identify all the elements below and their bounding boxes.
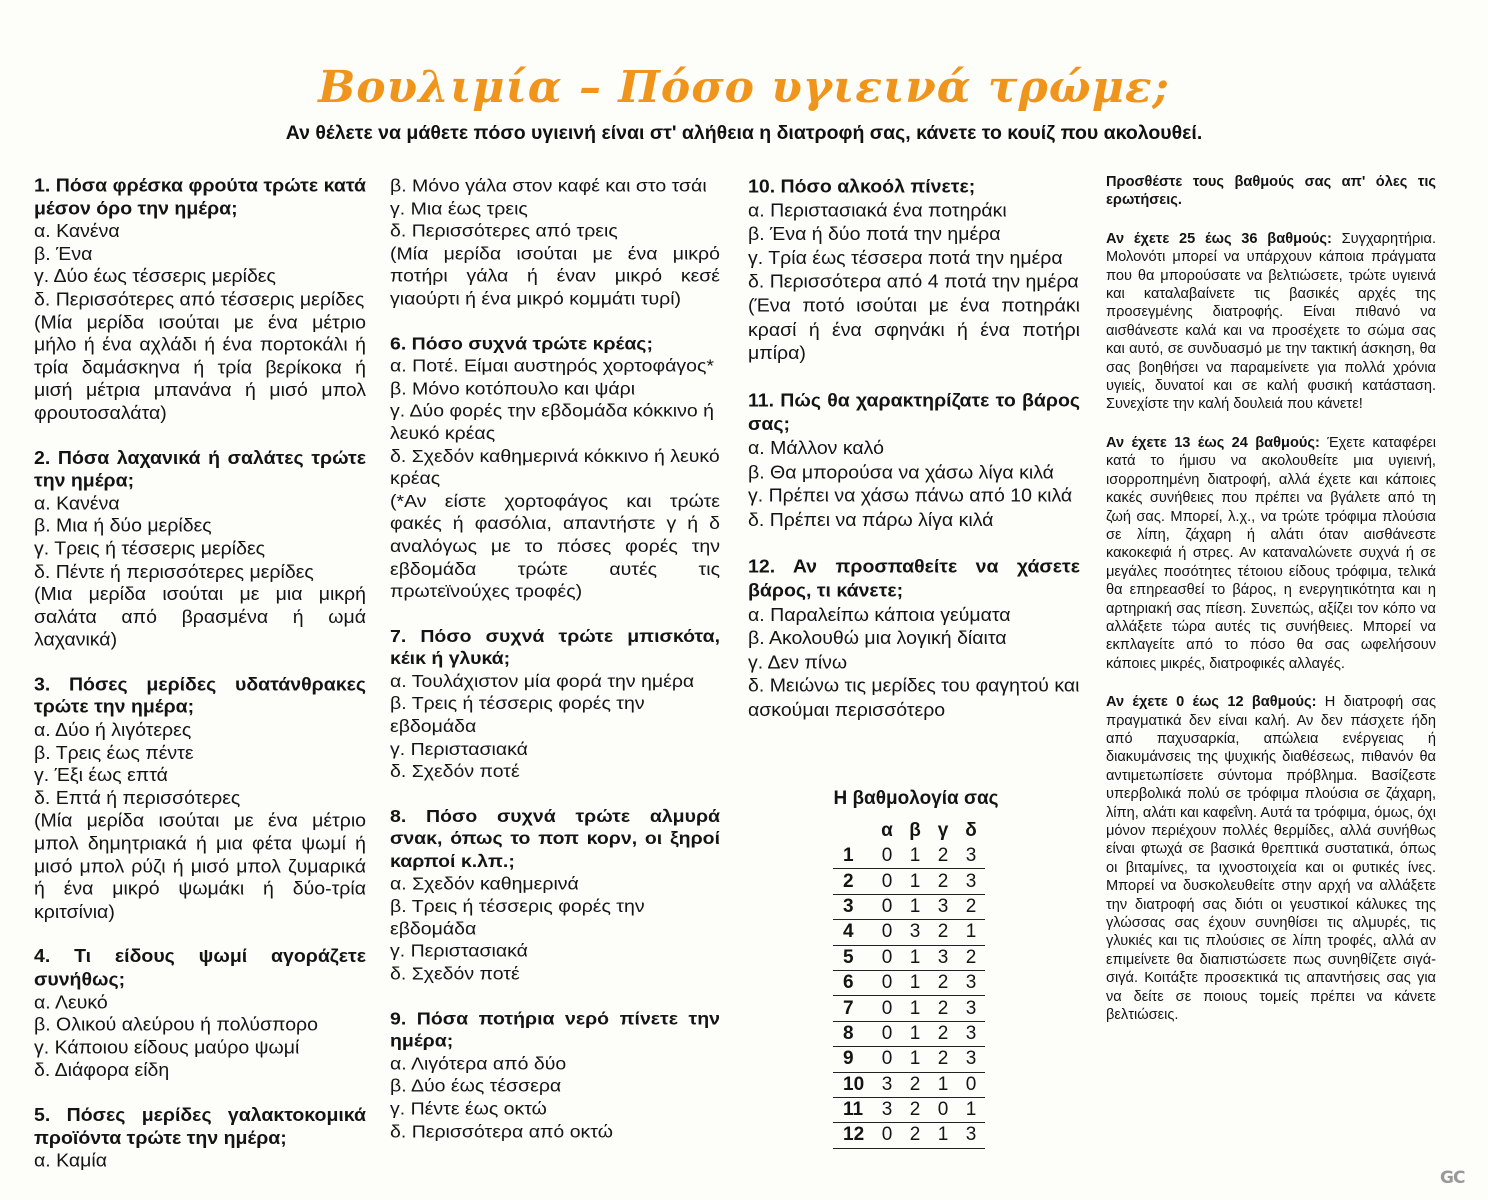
question-title: 12. Αν προσπαθείτε να χάσετε βάρος, τι κάνετε; xyxy=(748,556,1080,602)
score-row-number: 7 xyxy=(833,996,873,1021)
score-row-number: 4 xyxy=(833,920,873,945)
question-9 xyxy=(390,1008,720,1143)
answer-option: γ. Δύο φορές την εβδομάδα κόκκινο ή λευκό κρέας xyxy=(390,401,714,444)
answer-option: δ. Περισσότερα από 4 ποτά την ημέρα xyxy=(748,271,1079,293)
answer-option: α. Μάλλον καλό xyxy=(748,437,884,459)
question-note: (Μία μερίδα ισούται με ένα μικρό ποτήρι γάλα ή έναν μικρό κεσέ γιαούρτι ή ένα μικρό κομμάτι τυρί) xyxy=(390,243,720,309)
score-cell: 1 xyxy=(929,1072,957,1097)
answer-option: γ. Δύο έως τέσσερις μερίδες xyxy=(34,266,276,288)
score-row-number: 3 xyxy=(833,894,873,919)
page-title: Βουλιμία – Πόσο υγιεινά τρώμε; xyxy=(318,62,1170,113)
score-cell: 3 xyxy=(957,1021,985,1046)
answer-option: δ. Μειώνω τις μερίδες του φαγητού και ασκούμαι περισσότερο xyxy=(748,675,1080,721)
results-intro: Προσθέστε τους βαθμούς σας απ' όλες τις ερωτήσεις. xyxy=(1106,174,1436,209)
score-cell: 2 xyxy=(929,1021,957,1046)
answer-option: β. Ακολουθώ μια λογική δίαιτα xyxy=(748,627,1007,650)
score-cell: 0 xyxy=(873,920,901,945)
answer-option: δ. Περισσότερες από τέσσερις μερίδες xyxy=(34,289,365,310)
result-heading: Αν έχετε 25 έως 36 βαθμούς: xyxy=(1106,230,1332,247)
header-corner xyxy=(833,818,873,844)
score-cell: 0 xyxy=(873,1021,901,1046)
score-cell: 2 xyxy=(901,1072,929,1097)
answer-option: α. Κανένα xyxy=(34,221,120,242)
score-cell: 0 xyxy=(873,844,901,869)
answer-option: γ. Έξι έως επτά xyxy=(34,765,168,786)
answer-option: β. Μόνο γάλα στον καφέ και στο τσάι xyxy=(390,175,707,197)
score-table xyxy=(833,818,985,1149)
question-title: 2. Πόσα λαχανικά ή σαλάτες τρώτε την ημέρα; xyxy=(34,448,366,492)
answer-option: δ. Περισσότερα από οκτώ xyxy=(390,1121,613,1142)
question-2 xyxy=(34,447,366,652)
result-range-1 xyxy=(1106,230,1436,414)
answer-option: α. Λευκό xyxy=(34,992,108,1013)
answer-option: α. Περιστασιακά ένα ποτηράκι xyxy=(748,199,1007,222)
answer-option: α. Κανένα xyxy=(34,493,120,514)
question-note: (Ένα ποτό ισούται με ένα ποτηράκι κρασί ή ένα σφηνάκι ή ένα ποτήρι μπίρα) xyxy=(748,295,1080,365)
answer-option: γ. Τρία έως τέσσερα ποτά την ημέρα xyxy=(748,247,1063,269)
answer-option: δ. Σχεδόν ποτέ xyxy=(390,964,520,985)
score-cell: 0 xyxy=(929,1097,957,1122)
result-text: Έχετε καταφέρει κατά το ήμισυ να ακολουθείτε μια υγιεινή, ισορροπημένη διατροφή, αλλά έχετε και κάποιες κακές συνήθειες που πρέπει να βγάλετε από τη ζωή σας. Μπορεί, λ.χ., να τρώτε τρόφιμα πλούσια σε λίπη, ζάχαρη ή αλάτι όταν αισθάνεστε κακοκεφιά ή στρες. Αν καταναλώνετε συχνά ή σε μεγάλες ποσότητες τέτοιου είδους τρόφιμα, τελικά θα επηρεασθεί το βάρος, η ενεργητικότητα και η αρτηριακή σας πίεση. Συνεπώς, αξίζει τον κόπο να αλλάξετε τώρα αυτές τις συνήθειες. Μπορεί να εκπλαγείτε από το πόσο θα σας ωφελήσουν κάποιες μικρές, διατροφικές αλλαγές. xyxy=(1106,434,1437,672)
score-cell: 1 xyxy=(901,869,929,894)
question-note: (*Αν είστε χορτοφάγος και τρώτε φακές ή φασόλια, απαντήστε γ ή δ αναλόγως με το πόσες φορές την εβδομάδα τρώτε αυτές τις πρωτεϊνούχες τροφές) xyxy=(390,491,720,602)
answer-option: γ. Πέντε έως οκτώ xyxy=(390,1098,547,1120)
score-table-header xyxy=(833,818,985,844)
score-cell: 3 xyxy=(873,1097,901,1122)
page-subtitle: Αν θέλετε να μάθετε πόσο υγιεινή είναι στ' αλήθεια η διατροφή σας, κάνετε το κουίζ που ακολουθεί. xyxy=(285,122,1203,144)
question-title: 4. Τι είδους ψωμί αγοράζετε συνήθως; xyxy=(34,946,366,990)
score-cell: 3 xyxy=(957,970,985,995)
score-cell: 1 xyxy=(901,996,929,1021)
results-column xyxy=(1106,173,1436,1044)
question-7 xyxy=(390,625,720,783)
question-11 xyxy=(748,389,1080,532)
question-10 xyxy=(748,175,1080,366)
score-cell: 3 xyxy=(957,844,985,869)
answer-option: α. Ποτέ. Είμαι αυστηρός χορτοφάγος* xyxy=(390,355,715,377)
score-cell: 2 xyxy=(929,996,957,1021)
answer-option: γ. Πρέπει να χάσω πάνω από 10 κιλά xyxy=(748,485,1073,507)
answer-option: γ. Περιστασιακά xyxy=(390,738,528,760)
answer-option: β. Ένα ή δύο ποτά την ημέρα xyxy=(748,223,1001,245)
result-heading: Αν έχετε 13 έως 24 βαθμούς: xyxy=(1106,434,1320,451)
question-6 xyxy=(390,332,720,603)
question-title: 7. Πόσο συχνά τρώτε μπισκότα, κέικ ή γλυκά; xyxy=(390,626,720,669)
score-cell: 2 xyxy=(929,970,957,995)
answer-option: α. Δύο ή λιγότερες xyxy=(34,720,192,741)
score-row xyxy=(833,894,985,919)
answer-option: γ. Δεν πίνω xyxy=(748,651,848,673)
answer-option: δ. Σχεδόν ποτέ xyxy=(390,761,520,782)
question-5-cont xyxy=(390,175,720,310)
score-row xyxy=(833,1047,985,1072)
score-row-number: 9 xyxy=(833,1047,873,1072)
score-cell: 1 xyxy=(901,970,929,995)
score-cell: 2 xyxy=(929,920,957,945)
questions-column-3 xyxy=(748,175,1080,745)
answer-option: β. Θα μπορούσα να χάσω λίγα κιλά xyxy=(748,461,1054,483)
score-row xyxy=(833,1123,985,1148)
answer-option: γ. Τρεις ή τέσσερις μερίδες xyxy=(34,538,266,560)
result-range-2 xyxy=(1106,434,1436,673)
question-title: 8. Πόσο συχνά τρώτε αλμυρά σνακ, όπως το ποπ κορν, οι ξηροί καρποί κ.λπ.; xyxy=(390,806,720,872)
answer-option: β. Δύο έως τέσσερα xyxy=(390,1076,562,1097)
questions-column-2 xyxy=(390,175,720,1165)
answer-option: α. Τουλάχιστον μία φορά την ημέρα xyxy=(390,671,695,692)
score-cell: 1 xyxy=(901,945,929,970)
answer-option: β. Μια ή δύο μερίδες xyxy=(34,516,212,537)
result-range-3 xyxy=(1106,693,1436,1024)
question-4 xyxy=(34,946,366,1082)
score-row-number: 5 xyxy=(833,945,873,970)
score-cell: 3 xyxy=(957,1123,985,1148)
score-row-number: 6 xyxy=(833,970,873,995)
score-row xyxy=(833,1021,985,1046)
answer-option: β. Μόνο κοτόπουλο και ψάρι xyxy=(390,378,636,399)
answer-option: δ. Πέντε ή περισσότερες μερίδες xyxy=(34,561,314,582)
score-cell: 2 xyxy=(957,894,985,919)
answer-option: γ. Κάποιου είδους μαύρο ψωμί xyxy=(34,1037,300,1059)
score-cell: 2 xyxy=(901,1123,929,1148)
answer-option: α. Σχεδόν καθημερινά xyxy=(390,873,579,894)
score-row-number: 10 xyxy=(833,1072,873,1097)
score-cell: 0 xyxy=(873,894,901,919)
score-row-number: 12 xyxy=(833,1123,873,1148)
questions-column-1 xyxy=(34,175,366,1195)
header-cell: β xyxy=(909,820,921,841)
question-1 xyxy=(34,175,366,425)
question-title: 3. Πόσες μερίδες υδατάνθρακες τρώτε την ημέρα; xyxy=(34,674,366,718)
score-row xyxy=(833,869,985,894)
question-title: 1. Πόσα φρέσκα φρούτα τρώτε κατά μέσον όρο την ημέρα; xyxy=(34,175,366,219)
answer-option: δ. Περισσότερες από τρεις xyxy=(390,221,618,242)
score-cell: 3 xyxy=(957,869,985,894)
score-row xyxy=(833,996,985,1021)
question-title: 6. Πόσο συχνά τρώτε κρέας; xyxy=(390,333,653,354)
score-row xyxy=(833,1072,985,1097)
question-title: 10. Πόσο αλκοόλ πίνετε; xyxy=(748,175,976,198)
watermark-logo: GC xyxy=(1440,1168,1465,1188)
question-note: (Μία μερίδα ισούται με ένα μέτριο μήλο ή ένα αχλάδι ή ένα πορτοκάλι ή τρία δαμάσκηνα ή τρία βερίκοκα ή μισή μέτρια μπανάνα ή μισό μπολ φρουτοσαλάτα) xyxy=(34,312,366,424)
question-title: 11. Πώς θα χαρακτηρίζατε το βάρος σας; xyxy=(748,389,1080,436)
question-title: 9. Πόσα ποτήρια νερό πίνετε την ημέρα; xyxy=(390,1008,720,1052)
score-cell: 1 xyxy=(901,844,929,869)
answer-option: α. Καμία xyxy=(34,1150,107,1172)
answer-option: δ. Πρέπει να πάρω λίγα κιλά xyxy=(748,509,994,531)
question-12 xyxy=(748,555,1080,722)
result-text: Η διατροφή σας πραγματικά δεν είναι καλή. Αν δεν πάσχετε ήδη από παχυσαρκία, απώλεια ενέργειας ή διακυμάνσεις της ψυχικής διαθέσεως, πιθανόν θα αντιμετωπίσετε σύντομα πρόβλημα. Βασίζεστε υπερβολικά πολύ σε τρόφιμα πλούσια σε ζάχαρη, λίπη, αλάτι και καφεΐνη. Αυτά τα τρόφιμα, όμως, όχι μόνον περιέχουν πολλές θερμίδες, αλλά συνήθως είναι φτωχά σε βασικά θρεπτικά συστατικά, όπως οι βιταμίνες, τα ιχνοστοιχεία και οι φυτικές ίνες. Μπορεί να δυσκολευθείτε στην αρχή να αλλάξετε την διατροφή σας διότι οι γευστικοί κάλυκες της γλώσσας σας έχουν συνηθίσει τις αλμυρές, τις γλυκιές και τις πλούσιες σε λίπη τροφές, αλλά αν επιμείνετε θα διαπιστώσετε πως συνηθίζετε σιγά-σιγά. Κοιτάξτε προσεκτικά τις απαντήσεις σας για να δείτε σε ποιους τομείς πρέπει να κάνετε βελτιώσεις. xyxy=(1106,694,1436,1024)
answer-option: β. Ένα xyxy=(34,244,93,265)
score-row-number: 11 xyxy=(833,1097,873,1122)
score-cell: 0 xyxy=(873,945,901,970)
score-table-title: Η βαθμολογία σας xyxy=(833,788,999,809)
answer-option: β. Τρεις έως πέντε xyxy=(34,742,194,764)
score-row xyxy=(833,970,985,995)
score-cell: 2 xyxy=(957,945,985,970)
answer-option: β. Τρεις ή τέσσερις φορές την εβδομάδα xyxy=(390,693,645,737)
answer-option: α. Λιγότερα από δύο xyxy=(390,1053,567,1074)
score-cell: 0 xyxy=(873,1047,901,1072)
score-row xyxy=(833,844,985,869)
score-cell: 0 xyxy=(873,996,901,1021)
question-5-start xyxy=(34,1104,366,1172)
score-cell: 1 xyxy=(901,894,929,919)
header-cell: γ xyxy=(937,820,949,841)
answer-option: δ. Επτά ή περισσότερες xyxy=(34,788,241,809)
answer-option: δ. Διάφορα είδη xyxy=(34,1060,170,1081)
score-cell: 1 xyxy=(901,1047,929,1072)
score-cell: 3 xyxy=(957,996,985,1021)
answer-option: β. Τρεις ή τέσσερις φορές την εβδομάδα xyxy=(390,896,645,940)
score-cell: 2 xyxy=(929,1047,957,1072)
question-note: (Μία μερίδα ισούται με ένα μέτριο μπολ δημητριακά ή μια φέτα ψωμί ή μισό μπολ ρύζι ή μισό μπολ ζυμαρικά ή ένα μικρό ψωμάκι ή δύο-τρία κριτσίνια) xyxy=(34,811,366,923)
question-note: (Μια μερίδα ισούται με μια μικρή σαλάτα από βρασμένα ή ωμά λαχανικά) xyxy=(34,584,366,651)
score-row-number: 8 xyxy=(833,1021,873,1046)
question-3 xyxy=(34,674,366,924)
score-cell: 3 xyxy=(929,945,957,970)
score-cell: 3 xyxy=(873,1072,901,1097)
score-cell: 2 xyxy=(901,1097,929,1122)
answer-option: δ. Σχεδόν καθημερινά κόκκινο ή λευκό κρέας xyxy=(390,446,720,489)
score-cell: 1 xyxy=(957,1097,985,1122)
score-cell: 0 xyxy=(873,970,901,995)
score-cell: 0 xyxy=(873,1123,901,1148)
score-row-number: 1 xyxy=(833,844,873,869)
score-row xyxy=(833,1097,985,1122)
score-row xyxy=(833,920,985,945)
answer-option: β. Ολικού αλεύρου ή πολύσπορο xyxy=(34,1015,318,1036)
answer-option: γ. Μια έως τρεις xyxy=(390,198,528,219)
score-cell: 2 xyxy=(929,844,957,869)
score-cell: 3 xyxy=(957,1047,985,1072)
score-cell: 3 xyxy=(929,894,957,919)
score-cell: 2 xyxy=(929,869,957,894)
score-cell: 0 xyxy=(873,869,901,894)
score-cell: 1 xyxy=(957,920,985,945)
score-cell: 3 xyxy=(901,920,929,945)
answer-option: α. Παραλείπω κάποια γεύματα xyxy=(748,603,1011,626)
score-row xyxy=(833,945,985,970)
header-cell: δ xyxy=(965,820,977,841)
score-cell: 1 xyxy=(901,1021,929,1046)
question-title: 5. Πόσες μερίδες γαλακτοκομικά προϊόντα τρώτε την ημέρα; xyxy=(34,1105,366,1149)
result-text: Συγχαρητήρια. Μολονότι μπορεί να υπάρχουν κάποια πράγματα που θα μπορούσατε να βελτιώσετε, τρώτε υγιεινά και καταλαβαίνετε τις βασικές αρχές της προσεγμένης διατροφής. Είναι πιθανό να αισθάνεστε καλά και να προσέχετε το σώμα σας και αυτό, σε συνδυασμό με την τακτική άσκηση, θα σας βοηθήσει να παραμείνετε για πολλά χρόνια υγιείς, δυνατοί και σε καλή φυσική κατάσταση. Συνεχίστε την καλή δουλειά που κάνετε! xyxy=(1106,230,1436,413)
question-8 xyxy=(390,805,720,986)
answer-option: γ. Περιστασιακά xyxy=(390,941,528,962)
score-cell: 0 xyxy=(957,1072,985,1097)
score-row-number: 2 xyxy=(833,869,873,894)
score-cell: 1 xyxy=(929,1123,957,1148)
result-heading: Αν έχετε 0 έως 12 βαθμούς: xyxy=(1106,694,1317,711)
header-cell: α xyxy=(881,820,893,841)
